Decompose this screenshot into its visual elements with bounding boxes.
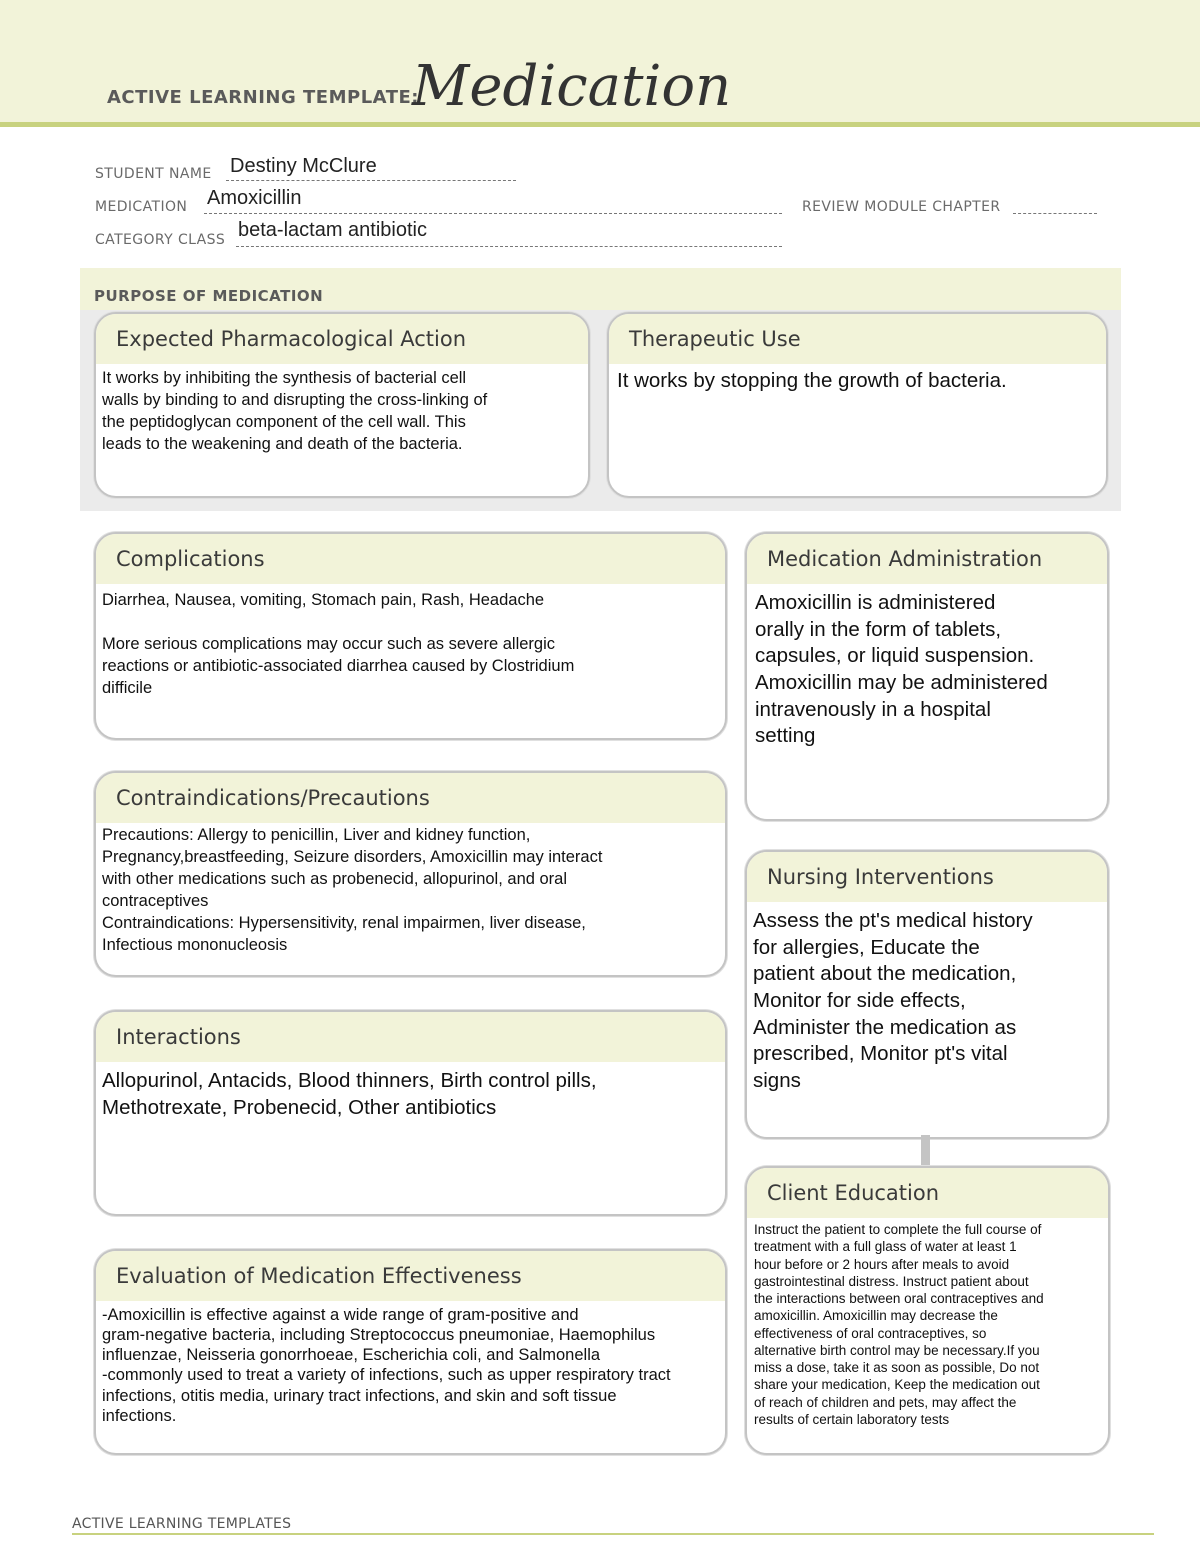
review-module-label: REVIEW MODULE CHAPTER	[802, 199, 1001, 215]
purpose-label: PURPOSE OF MEDICATION	[94, 287, 324, 305]
interactions-text[interactable]: Allopurinol, Antacids, Blood thinners, Birth control pills, Methotrexate, Probenecid, Other antibiotics	[102, 1069, 597, 1119]
complications-box	[94, 532, 727, 740]
client-education-title: Client Education	[747, 1168, 1108, 1218]
client-education-box	[745, 1166, 1110, 1455]
connector-bar	[921, 1135, 930, 1165]
interactions-box	[94, 1010, 727, 1216]
contraindications-title: Contraindications/Precautions	[96, 773, 725, 823]
category-class-label: CATEGORY CLASS	[95, 232, 226, 248]
category-class-line	[236, 246, 782, 247]
footer-label: ACTIVE LEARNING TEMPLATES	[72, 1516, 292, 1532]
nursing-interventions-text[interactable]: Assess the pt's medical history for allergies, Educate the patient about the medication, Monitor for side effects, Administer the medication as prescribed, Monitor pt's vital signs	[753, 909, 1033, 1092]
expected-action-box	[94, 312, 590, 498]
review-module-field[interactable]	[1013, 213, 1097, 214]
expected-action-text[interactable]: It works by inhibiting the synthesis of bacterial cell walls by binding to and disrupting the cross-linking of the peptidoglycan component of the cell wall. This leads to the weakening and death of the bacteria.	[102, 369, 488, 453]
complications-title: Complications	[96, 534, 725, 584]
complications-text[interactable]: Diarrhea, Nausea, vomiting, Stomach pain, Rash, Headache More serious complications may occur such as severe allergic reactions or antibiotic-associated diarrhea caused by Clostridium difficile	[102, 591, 575, 697]
medication-administration-text[interactable]: Amoxicillin is administered orally in the form of tablets, capsules, or liquid suspension. Amoxicillin may be administered intravenously in a hospital setting	[755, 591, 1048, 748]
evaluation-title: Evaluation of Medication Effectiveness	[96, 1251, 725, 1301]
footer-divider	[72, 1533, 1154, 1535]
template-title: Medication	[412, 54, 732, 119]
template-label: ACTIVE LEARNING TEMPLATE:	[107, 87, 419, 108]
medication-administration-title: Medication Administration	[747, 534, 1107, 584]
therapeutic-use-text[interactable]: It works by stopping the growth of bacteria.	[617, 369, 1007, 392]
nursing-interventions-box	[745, 850, 1109, 1139]
therapeutic-use-box	[607, 312, 1108, 498]
therapeutic-use-title: Therapeutic Use	[609, 314, 1106, 364]
student-name-label: STUDENT NAME	[95, 166, 212, 182]
expected-action-title: Expected Pharmacological Action	[96, 314, 588, 364]
nursing-interventions-title: Nursing Interventions	[747, 852, 1107, 902]
medication-administration-box	[745, 532, 1109, 821]
category-class-field[interactable]: beta-lactam antibiotic	[238, 219, 427, 241]
medication-field[interactable]: Amoxicillin	[207, 187, 302, 209]
student-name-field[interactable]: Destiny McClure	[230, 155, 377, 177]
contraindications-box	[94, 771, 727, 977]
interactions-title: Interactions	[96, 1012, 725, 1062]
client-education-text[interactable]: Instruct the patient to complete the full course of treatment with a full glass of water at least 1 hour before or 2 hours after meals to avoid gastrointestinal distress. Instruct patient about the interactions between oral contraceptives and amoxicillin. Amoxicillin may decrease the effectiveness of oral contraceptives, so alternative birth control may be necessary.If you miss a dose, take it as soon as possible, Do not share your medication, Keep the medication out of reach of children and pets, may affect the results of certain laboratory tests	[754, 1222, 1044, 1427]
contraindications-text[interactable]: Precautions: Allergy to penicillin, Liver and kidney function, Pregnancy,breastfeeding, Seizure disorders, Amoxicillin may interact with other medications such as probenecid, allopurinol, and oral contraceptives Contraindications: Hypersensitivity, renal impairmen, liver disease, Infectious mononucleosis	[102, 826, 603, 954]
student-name-line	[226, 180, 516, 181]
evaluation-text[interactable]: -Amoxicillin is effective against a wide range of gram-positive and gram-negative bacteria, including Streptococcus pneumoniae, Haemophilus influenzae, Neisseria gonorrhoeae, Escherichia coli, and Salmonella -commonly used to treat a variety of infections, such as upper respiratory tract infections, otitis media, urinary tract infections, and skin and soft tissue infections.	[102, 1306, 671, 1425]
medication-line	[204, 213, 782, 214]
header-divider	[0, 122, 1200, 127]
evaluation-box	[94, 1249, 727, 1455]
medication-label: MEDICATION	[95, 199, 188, 215]
